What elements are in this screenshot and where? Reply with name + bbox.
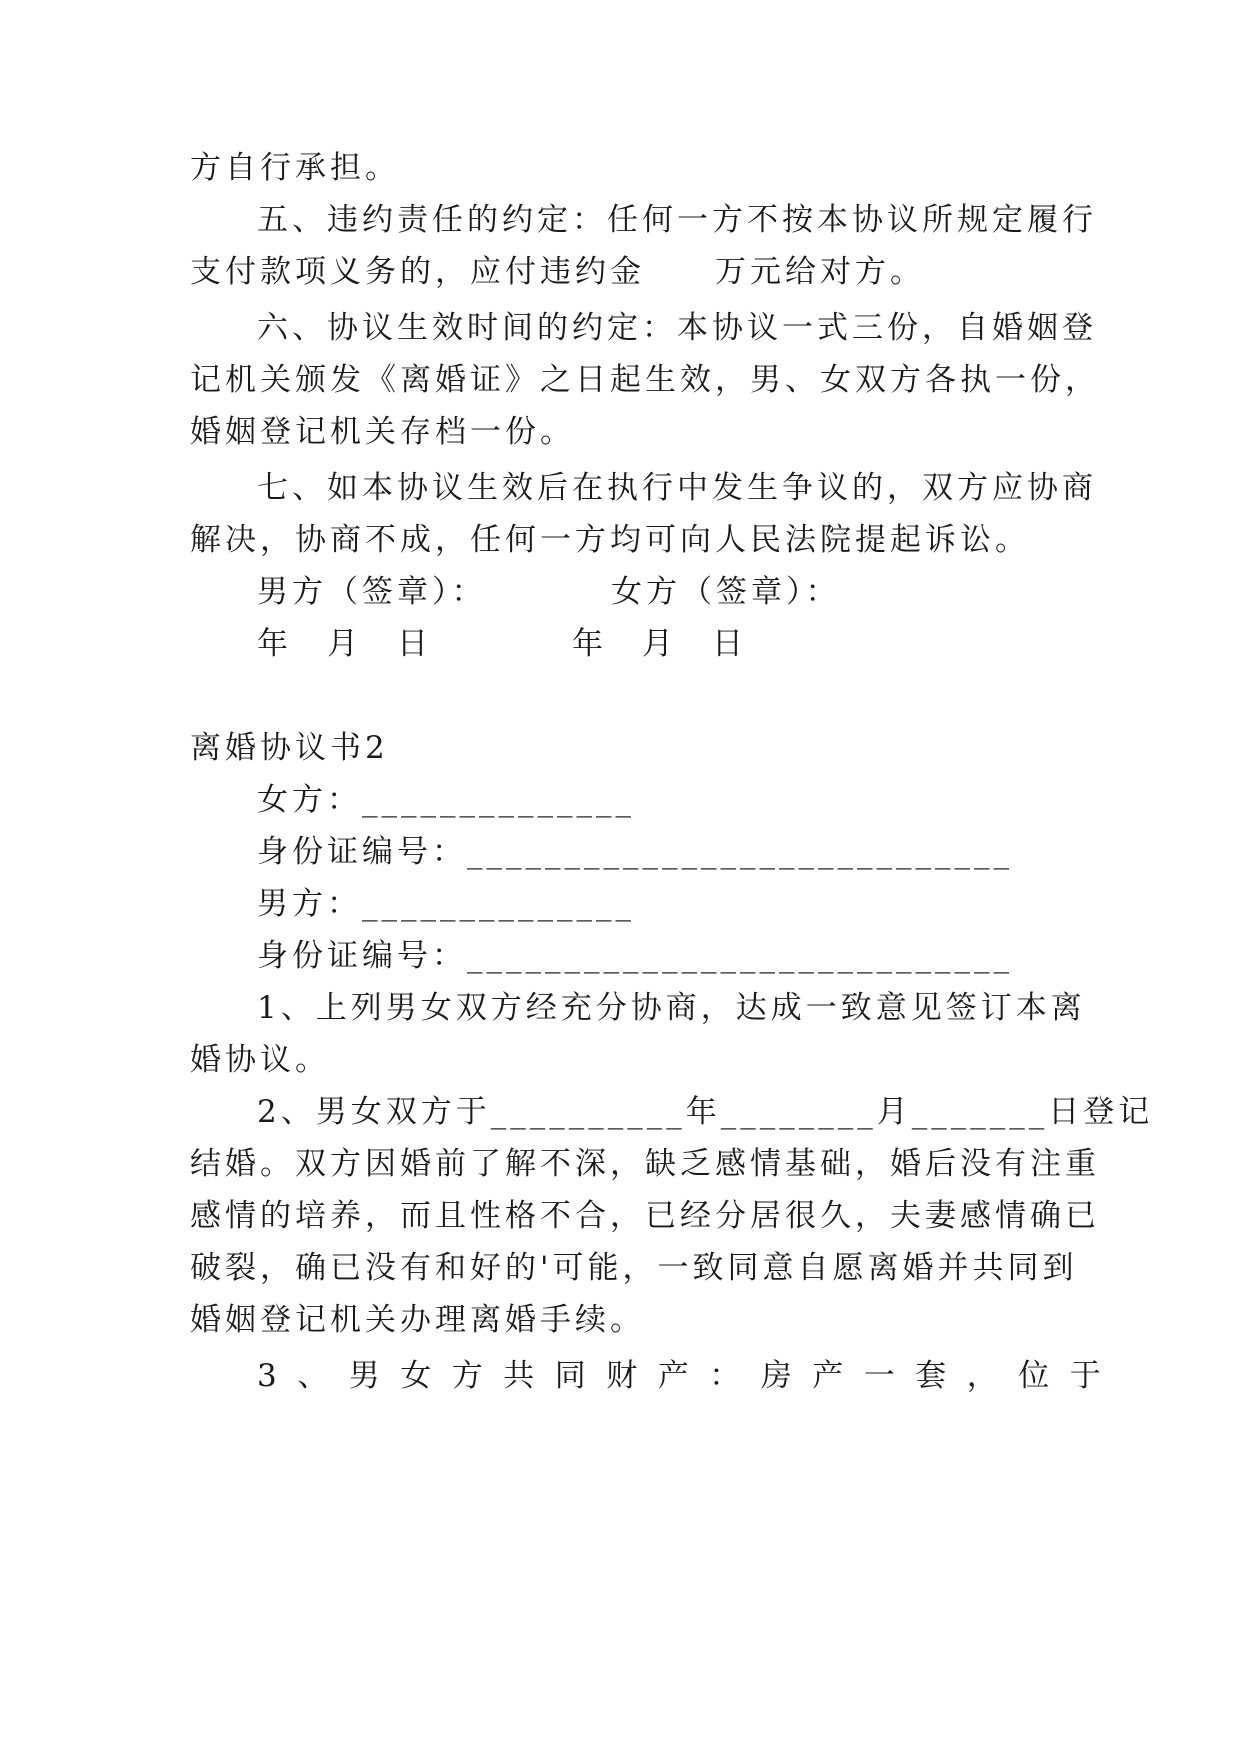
text-line: 1、上列男女双方经充分协商，达成一致意见签订本离 [257,990,1086,1026]
text-line: 破裂，确已没有和好的'可能，一致同意自愿离婚并共同到 [190,1250,1078,1286]
text-line: 身份证编号：____________________________ [257,938,1013,974]
text-line: 结婚。双方因婚前了解不深，缺乏感情基础，婚后没有注重 [190,1146,1100,1182]
text-line: 解决，协商不成，任何一方均可向人民法院提起诉讼。 [190,522,1030,558]
text-line: 五、违约责任的约定：任何一方不按本协议所规定履行 [257,202,1097,238]
text-line: 七、如本协议生效后在执行中发生争议的，双方应协商 [257,470,1097,506]
section-title: 离婚协议书2 [190,730,389,766]
text-line: 身份证编号：____________________________ [257,834,1013,870]
date-line: 年 月 日 年 月 日 [257,626,747,662]
text-line: 男方：______________ [257,886,635,922]
text-line: 2、男女双方于__________年________月_______日登记 [257,1094,1154,1130]
text-line: 婚协议。 [190,1042,330,1078]
signature-line: 男方（签章）： 女方（签章）： [257,574,841,610]
text-line: 婚姻登记机关办理离婚手续。 [190,1302,645,1338]
text-line: 记机关颁发《离婚证》之日起生效，男、女双方各执一份， [190,362,1100,398]
text-line: 方自行承担。 [190,150,400,186]
text-line: 感情的培养，而且性格不合，已经分居很久，夫妻感情确已 [190,1198,1100,1234]
text-line: 女方：______________ [257,782,635,818]
text-line: 六、协议生效时间的约定：本协议一式三份，自婚姻登 [257,310,1097,346]
text-line: 婚姻登记机关存档一份。 [190,414,575,450]
text-line: 支付款项义务的，应付违约金 万元给对方。 [190,254,925,290]
text-line: 3、男女方共同财产：房产一套，位于 [257,1358,1122,1394]
